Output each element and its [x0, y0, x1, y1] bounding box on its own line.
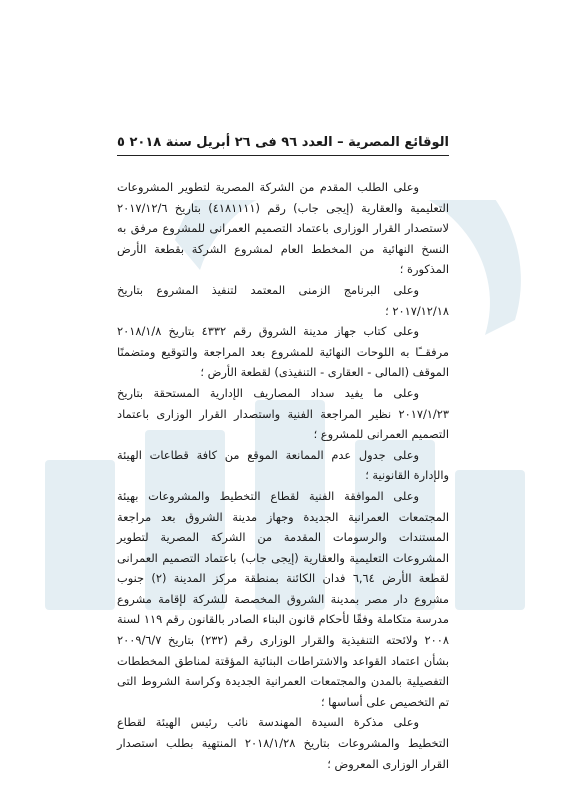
document-body — [117, 177, 449, 774]
header-divider — [117, 155, 449, 156]
paragraph-technical-approval: وعلى الموافقة الفنية لقطاع التخطيط والمشروعات بهيئة المجتمعات العمرانية الجديدة وجهاز مدينة الشروق بعد مراجعة المستندات والرسومات المقدمة من الشركة المصرية لتطوير المشروعات التعليمية والعقارية (إيجى جاب) باعتماد التصميم العمرانى لقطعة الأرض ٦,٦٤ فدان الكائنة بمنطقة مركز المدينة (٢) جنوب مشروع دار مصر بمدينة الشروق المخصصة للشركة لإقامة مشروع مدرسة متكاملة وفقًا لأحكام قانون البناء الصادر بالقانون رقم ١١٩ لسنة ٢٠٠٨ ولائحته التنفيذية والقرار الوزارى رقم (٢٣٢) بتاريخ ٢٠٠٩/٦/٧ بشأن اعتماد القواعد والاشتراطات البنائية المؤقتة لمناطق المخططات التفصيلية بالمدن والمجتمعات العمرانية الجديدة وكراسة الشروط التى تم التخصيص على أساسها ؛ — [117, 488, 449, 709]
paragraph-fees-payment: وعلى ما يفيد سداد المصاريف الإدارية المستحقة بتاريخ ٢٠١٧/١/٢٣ نظير المراجعة الفنية واستصدار القرار الوزارى باعتماد التصميم العمرانى للمشروع ؛ — [117, 385, 449, 442]
page-number: ٥ — [117, 134, 125, 150]
paragraph-developer-request: وعلى الطلب المقدم من الشركة المصرية لتطوير المشروعات التعليمية والعقارية (إيجى جاب) رقم (٤١٨١١١١) بتاريخ ٢٠١٧/١٢/٦ لاستصدار القرار الوزارى باعتماد التصميم العمرانى للمشروع مرفق به النسخ النهائية من المخطط العام لمشروع الشركة بقطعة الأرض المذكورة ؛ — [117, 180, 449, 277]
publication-title: الوقائع المصرية – العدد ٩٦ فى ٢٦ أبريل سنة ٢٠١٨ — [129, 134, 449, 150]
page-header — [117, 131, 449, 153]
paragraph-engineer-memo: وعلى مذكرة السيدة المهندسة نائب رئيس الهيئة لقطاع التخطيط والمشروعات بتاريخ ٢٠١٨/١/٢٨ المنتهية بطلب استصدار القرار الوزارى المعروض ؛ — [117, 715, 449, 771]
paragraph-city-authority-letter: وعلى كتاب جهاز مدينة الشروق رقم ٤٣٣٢ بتاريخ ٢٠١٨/١/٨ مرفقــًا به اللوحات النهائية للمشروع بعد المراجعة والتوقيع ومتضمنًا الموقف (المالى - العقارى - التنفيذى) لقطعة الأرض ؛ — [117, 324, 449, 380]
paragraph-timeline: وعلى البرنامج الزمنى المعتمد لتنفيذ المشروع بتاريخ ٢٠١٧/١٢/١٨ ؛ — [117, 282, 449, 318]
paragraph-no-objection: وعلى جدول عدم الممانعة الموقع من كافة قطاعات الهيئة والإدارة القانونية ؛ — [117, 447, 449, 483]
